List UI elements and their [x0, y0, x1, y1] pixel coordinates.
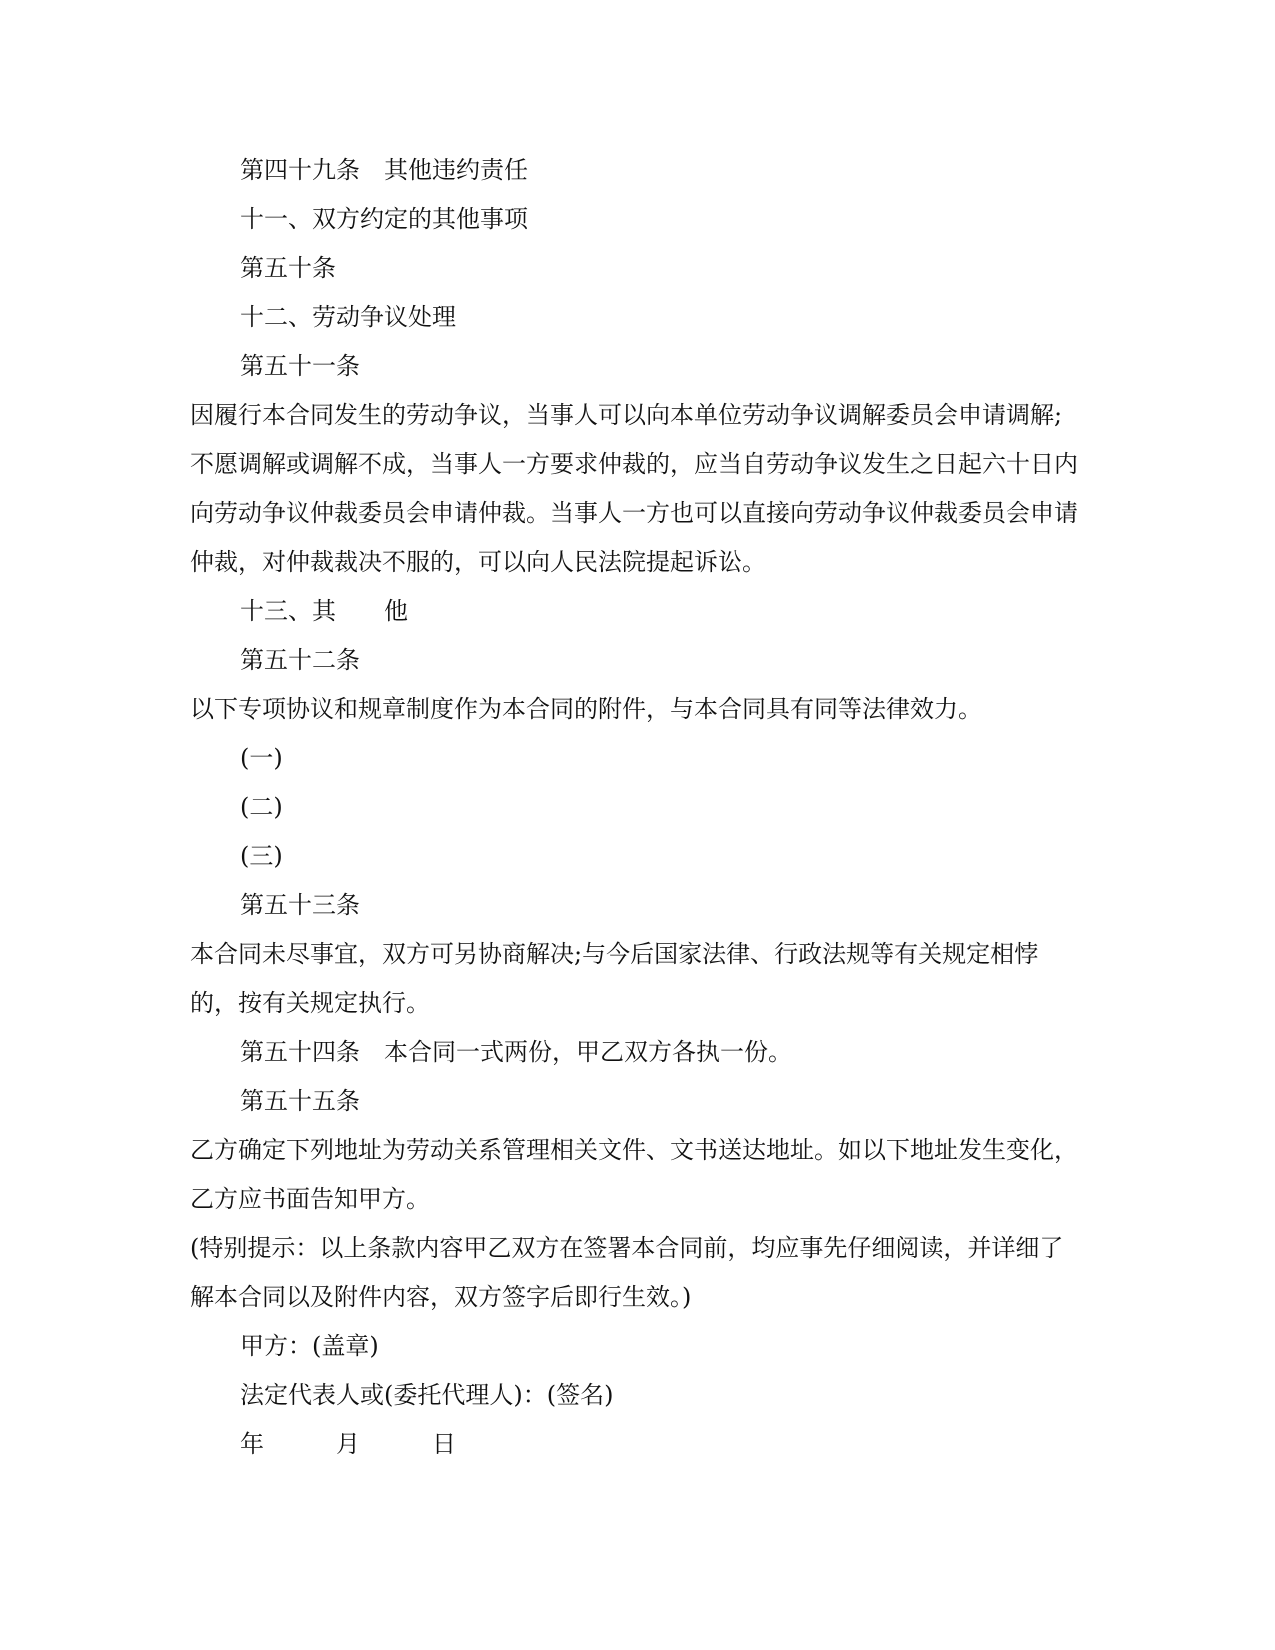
attachment-item-3: (三)	[240, 842, 283, 870]
article-52-body: 以下专项协议和规章制度作为本合同的附件，与本合同具有同等法律效力。	[190, 695, 982, 723]
attachment-item-1: (一)	[240, 744, 283, 772]
article-49-heading: 第四十九条 其他违约责任	[240, 156, 528, 184]
article-50-heading: 第五十条	[240, 254, 336, 282]
article-53-heading: 第五十三条	[240, 891, 360, 919]
section-11-heading: 十一、双方约定的其他事项	[240, 205, 528, 233]
article-52-heading: 第五十二条	[240, 646, 360, 674]
attachment-item-2: (二)	[240, 793, 283, 821]
article-54: 第五十四条 本合同一式两份，甲乙双方各执一份。	[240, 1038, 792, 1066]
article-53-body: 本合同未尽事宜，双方可另协商解决;与今后国家法律、行政法规等有关规定相悖的，按有关规定执行。	[190, 940, 1039, 1017]
party-a-seal: 甲方：(盖章)	[240, 1332, 379, 1360]
section-12-heading: 十二、劳动争议处理	[240, 303, 456, 331]
document-body	[190, 146, 1080, 1469]
legal-representative-signature: 法定代表人或(委托代理人)：(签名)	[240, 1381, 614, 1409]
special-notice: (特别提示：以上条款内容甲乙双方在签署本合同前，均应事先仔细阅读，并详细了解本合同以及附件内容，双方签字后即行生效。)	[190, 1234, 1064, 1311]
section-13-heading: 十三、其 他	[240, 597, 408, 625]
article-55-heading: 第五十五条	[240, 1087, 360, 1115]
article-55-body: 乙方确定下列地址为劳动关系管理相关文件、文书送达地址。如以下地址发生变化，乙方应书面告知甲方。	[190, 1136, 1078, 1213]
date-line: 年 月 日	[240, 1430, 456, 1458]
article-51-body: 因履行本合同发生的劳动争议，当事人可以向本单位劳动争议调解委员会申请调解;不愿调解或调解不成，当事人一方要求仲裁的，应当自劳动争议发生之日起六十日内向劳动争议仲裁委员会申请仲裁。当事人一方也可以直接向劳动争议仲裁委员会申请仲裁，对仲裁裁决不服的，可以向人民法院提起诉讼。	[190, 401, 1078, 576]
article-51-heading: 第五十一条	[240, 352, 360, 380]
